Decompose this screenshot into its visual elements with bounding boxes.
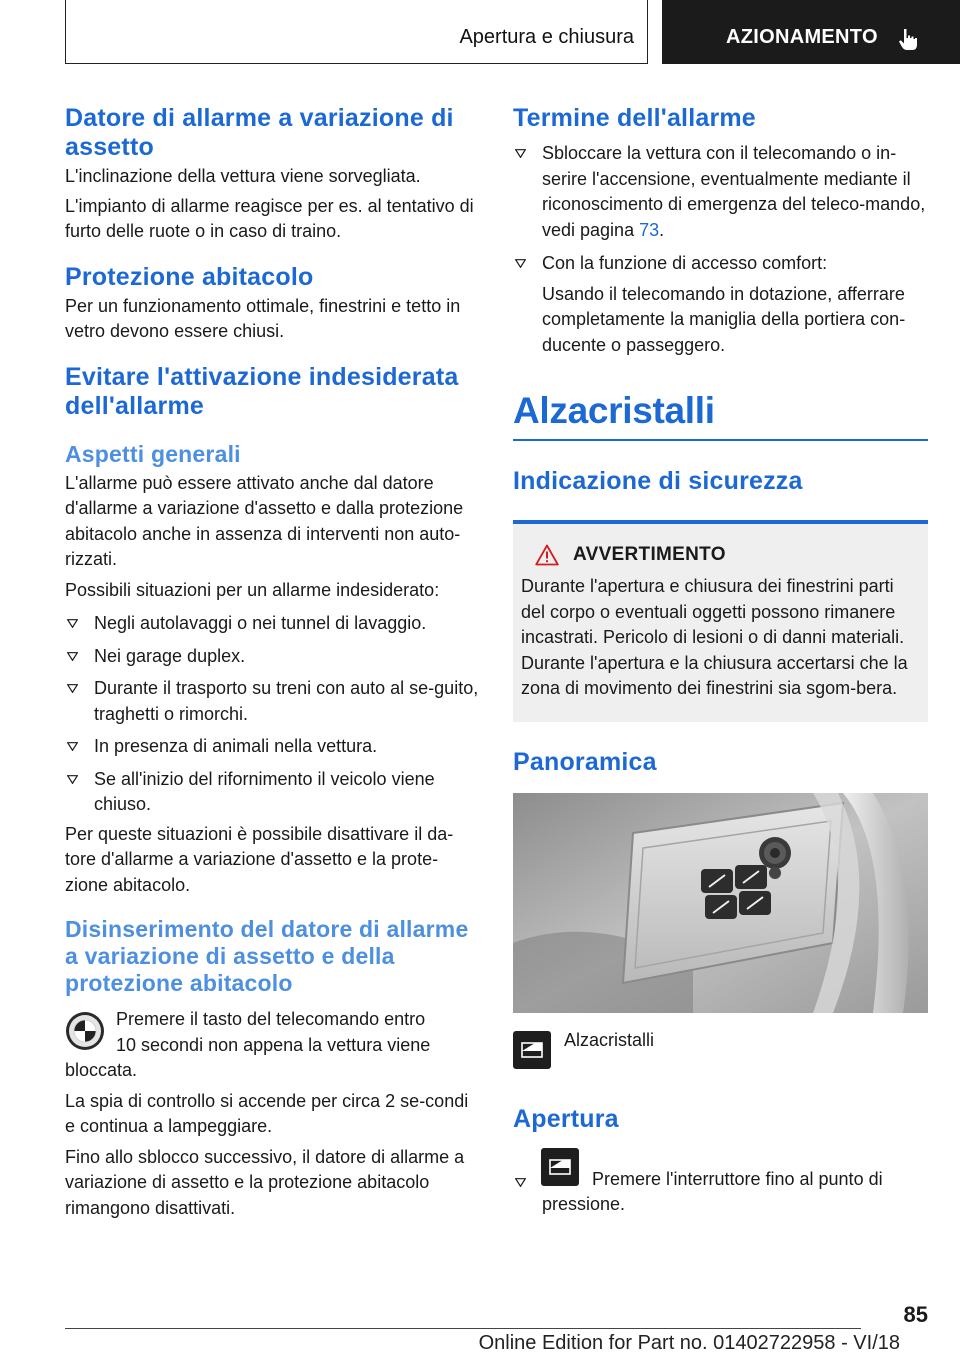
list-item-text: Con la funzione di accesso comfort: <box>542 253 828 273</box>
list-item-subtext: Usando il telecomando in dotazione, afferrare completamente la maniglia della portiera con-ducente o passeggero. <box>542 283 906 355</box>
text-tilt-1: L'inclinazione della vettura viene sorvegliata. <box>65 166 421 186</box>
text-general: L'allarme può essere attivato anche dal datore d'allarme a variazione d'assetto e dalla protezione abitacolo anche in assenza di interventi non auto-rizzati. <box>65 472 464 569</box>
mirror-control <box>759 837 791 869</box>
triangle-bullet-icon <box>515 1178 526 1187</box>
triangle-bullet-icon <box>515 149 526 158</box>
list-item <box>65 644 481 670</box>
triangle-bullet-icon <box>67 652 78 661</box>
warning-title: AVVERTIMENTO <box>573 544 726 565</box>
list-item-text: Premere l'interruttore fino al punto di pressione. <box>542 1168 883 1214</box>
text-key-3: bloccata. <box>65 1060 138 1080</box>
list-item <box>65 611 481 637</box>
icon-caption-row <box>513 1031 928 1075</box>
heading-end-alarm: Termine dell'allarme <box>513 104 756 132</box>
triangle-bullet-icon <box>515 259 526 268</box>
heading-divider <box>513 439 928 441</box>
text-interior: Per un funzionamento ottimale, finestrini e tetto in vetro devono essere chiusi. <box>65 295 461 341</box>
header-chapter-tab[interactable] <box>662 0 960 64</box>
page-number: 85 <box>903 1302 928 1327</box>
triangle-bullet-icon <box>67 742 78 751</box>
triangle-bullet-icon <box>67 775 78 784</box>
list-item-text: In presenza di animali nella vettura. <box>94 736 378 756</box>
text-deactivate: Per queste situazioni è possibile disattivare il da-tore d'allarme a variazione d'assetto e la prote-zione abitacolo. <box>65 823 454 895</box>
warning-title-row <box>535 544 920 566</box>
list-item-text: Sbloccare la vettura con il telecomando o in-serire l'accensione, eventualmente mediante il riconoscimento di emergenza del teleco-mando, vedi pagina <box>542 143 926 240</box>
header-section-title: Apertura e chiusura <box>459 26 634 48</box>
list-item <box>65 676 481 727</box>
page-link[interactable]: 73 <box>639 219 660 240</box>
heading-opening: Apertura <box>513 1104 619 1133</box>
door-panel-image <box>513 793 928 1013</box>
text-until: Fino allo sblocco successivo, il datore di allarme a variazione di assetto e la protezione abitacolo rimangono disattivati. <box>65 1146 465 1218</box>
heading-disarm: Disinserimento del datore di allarme a variazione di assetto e della protezione abitacolo <box>65 916 469 996</box>
end-alarm-list <box>513 141 928 358</box>
heading-overview: Panoramica <box>513 747 657 776</box>
list-item <box>65 734 481 760</box>
list-item-text: Se all'inizio del rifornimento il veicolo viene chiuso. <box>94 768 435 814</box>
bmw-key-icon <box>65 1011 105 1051</box>
list-item-text-end: . <box>659 219 665 240</box>
list-item <box>65 767 481 818</box>
list-item <box>513 141 928 243</box>
warning-text: Durante l'apertura e chiusura dei finestrini parti del corpo o eventuali oggetti possono rimanere incastrati. Pericolo di lesioni o di danni materiali. Durante l'apertura e la chiusura accertarsi che la zona di movimento dei finestrini sia sgom-bera. <box>521 576 908 698</box>
text-tilt-2: L'impianto di allarme reagisce per es. al tentativo di furto delle ruote o in caso di traino. <box>65 195 474 241</box>
text-key-2: 10 secondi non appena la vettura viene <box>116 1034 431 1055</box>
triangle-bullet-icon <box>67 619 78 628</box>
hand-pointer-icon <box>896 27 920 51</box>
text-situations: Possibili situazioni per un allarme indesiderato: <box>65 579 440 600</box>
left-column <box>65 100 481 1221</box>
heading-tilt-alarm: Datore di allarme a variazione di assetto <box>65 104 454 161</box>
triangle-bullet-icon <box>67 684 78 693</box>
window-switch-photo <box>513 793 928 1013</box>
list-item <box>513 251 928 358</box>
list-item <box>513 1148 928 1218</box>
list-item-text: Nei garage duplex. <box>94 645 246 666</box>
list-item-text: Negli autolavaggi o nei tunnel di lavaggio. <box>94 613 427 633</box>
window-switch-icon <box>513 1031 551 1069</box>
heading-avoid-alarm: Evitare l'attivazione indesiderata dell'allarme <box>65 362 459 420</box>
window-switch-icon <box>541 1148 579 1186</box>
heading-safety: Indicazione di sicurezza <box>513 467 803 495</box>
warning-triangle-icon <box>535 544 559 566</box>
header-chapter-label: AZIONAMENTO <box>726 26 878 48</box>
icon-caption: Alzacristalli <box>564 1029 655 1050</box>
text-lamp: La spia di controllo si accende per circa 2 se-condi e continua a lampeggiare. <box>65 1090 469 1136</box>
key-instruction <box>65 1007 481 1084</box>
footer-divider <box>65 1328 861 1329</box>
text-key-1: Premere il tasto del telecomando entro <box>116 1009 426 1029</box>
situation-list <box>65 611 481 818</box>
heading-general: Aspetti generali <box>65 440 241 467</box>
list-item-text: Durante il trasporto su treni con auto al se-guito, traghetti o rimorchi. <box>94 678 479 724</box>
footer-edition: Online Edition for Part no. 01402722958 - VI/18 <box>478 1332 900 1354</box>
heading-windows: Alzacristalli <box>513 390 715 431</box>
right-column <box>513 100 928 1218</box>
heading-interior-protection: Protezione abitacolo <box>65 262 314 291</box>
warning-box <box>513 524 928 722</box>
